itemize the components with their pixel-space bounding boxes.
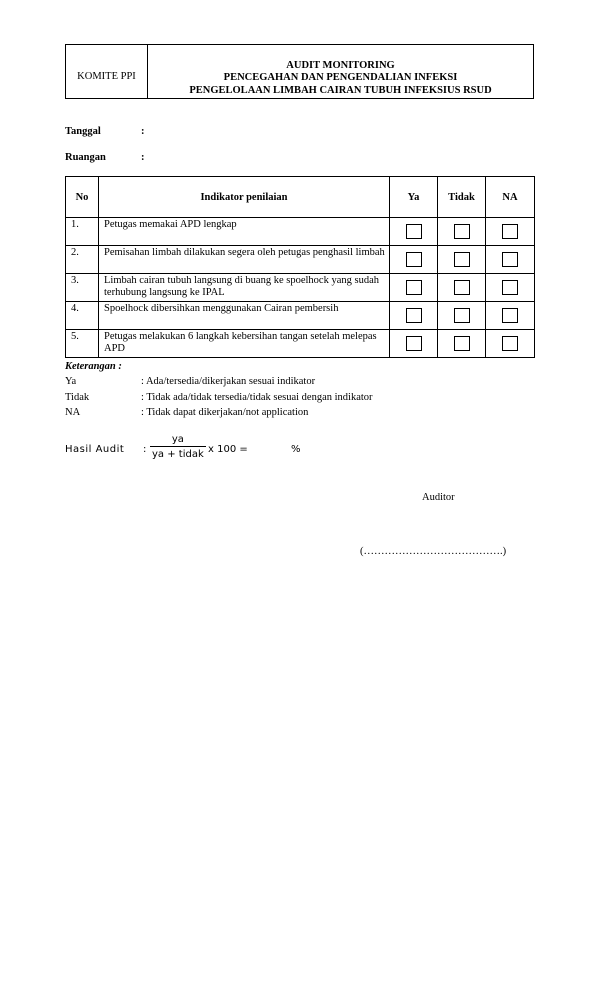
tidak-checkbox[interactable] (454, 252, 470, 267)
legend-desc-na: : Tidak dapat dikerjakan/not application (141, 407, 309, 418)
ruangan-label: Ruangan (65, 152, 106, 163)
row-number: 2. (66, 246, 99, 274)
fraction-numerator: ya (171, 434, 184, 445)
na-checkbox[interactable] (502, 336, 518, 351)
row-indikator: Limbah cairan tubuh langsung di buang ke spoelhock yang sudah terhubung langsung ke IPAL (99, 274, 390, 302)
row-number: 4. (66, 302, 99, 330)
col-no: No (66, 177, 99, 218)
tanggal-label: Tanggal (65, 126, 101, 137)
na-checkbox[interactable] (502, 224, 518, 239)
ya-checkbox[interactable] (406, 336, 422, 351)
ruangan-input[interactable] (152, 150, 352, 166)
title-line-2: PENCEGAHAN DAN PENGENDALIAN INFEKSI (223, 72, 458, 83)
tidak-checkbox[interactable] (454, 336, 470, 351)
table-row (66, 274, 535, 302)
row-indikator: Petugas melakukan 6 langkah kebersihan tangan setelah melepas APD (99, 330, 390, 358)
na-checkbox[interactable] (502, 252, 518, 267)
fraction (150, 434, 206, 460)
row-indikator: Petugas memakai APD lengkap (99, 218, 390, 246)
row-indikator: Pemisahan limbah dilakukan segera oleh petugas penghasil limbah (99, 246, 390, 274)
tidak-checkbox[interactable] (454, 280, 470, 295)
legend-term-na: NA (65, 407, 81, 418)
ya-checkbox[interactable] (406, 252, 422, 267)
col-indikator: Indikator penilaian (99, 177, 390, 218)
header-box (65, 44, 534, 99)
table-row (66, 302, 535, 330)
ruangan-colon: : (141, 152, 145, 163)
committee-label: KOMITE PPI (66, 45, 148, 98)
tanggal-colon: : (141, 126, 145, 137)
na-checkbox[interactable] (502, 280, 518, 295)
legend-term-ya: Ya (65, 376, 77, 387)
keterangan-title: Keterangan : (65, 361, 122, 372)
table-row (66, 246, 535, 274)
table-row (66, 330, 535, 358)
row-number: 5. (66, 330, 99, 358)
ya-checkbox[interactable] (406, 224, 422, 239)
formula-multiplier: x 100 = (208, 444, 248, 455)
signature-line[interactable]: (………………………………….) (360, 546, 507, 557)
row-indikator: Spoelhock dibersihkan menggunakan Cairan pembersih (99, 302, 390, 330)
hasil-audit-label: Hasil Audit (65, 444, 125, 455)
tidak-checkbox[interactable] (454, 224, 470, 239)
audit-table (65, 176, 535, 358)
tidak-checkbox[interactable] (454, 308, 470, 323)
table-header-row (66, 177, 535, 218)
col-tidak: Tidak (438, 177, 486, 218)
legend-desc-ya: : Ada/tersedia/dikerjakan sesuai indikator (141, 376, 316, 387)
ya-checkbox[interactable] (406, 280, 422, 295)
row-number: 3. (66, 274, 99, 302)
auditor-label: Auditor (422, 492, 455, 503)
col-na: NA (486, 177, 535, 218)
fraction-denominator: ya + tidak (150, 446, 206, 460)
ya-checkbox[interactable] (406, 308, 422, 323)
legend-term-tidak: Tidak (65, 392, 90, 403)
table-row (66, 218, 535, 246)
percent-sign: % (291, 444, 301, 455)
na-checkbox[interactable] (502, 308, 518, 323)
hasil-audit-colon: : (143, 444, 147, 455)
title-line-1: AUDIT MONITORING (286, 59, 395, 71)
row-number: 1. (66, 218, 99, 246)
title-line-3: PENGELOLAAN LIMBAH CAIRAN TUBUH INFEKSIUS RSUD (189, 84, 492, 96)
hasil-formula (150, 434, 206, 460)
tanggal-input[interactable] (152, 124, 352, 140)
col-ya: Ya (390, 177, 438, 218)
document-title (148, 45, 533, 98)
legend-desc-tidak: : Tidak ada/tidak tersedia/tidak sesuai dengan indikator (141, 392, 373, 403)
